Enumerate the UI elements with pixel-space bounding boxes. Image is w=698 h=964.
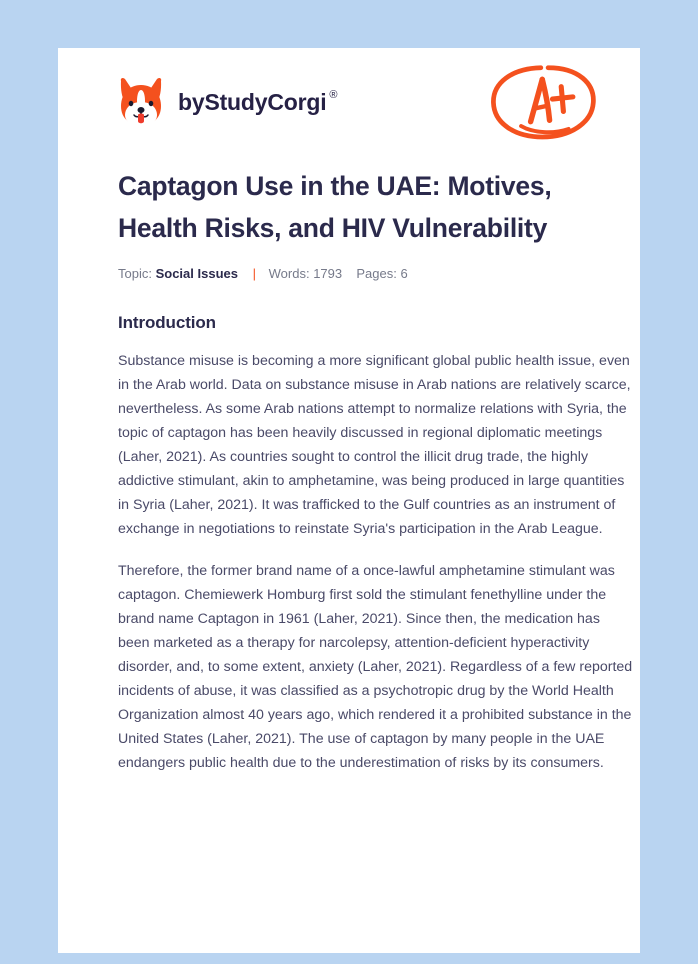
brand-prefix: by — [178, 88, 205, 115]
registered-trademark-icon: ® — [329, 88, 338, 101]
words-value: 1793 — [313, 265, 343, 281]
corgi-head-icon — [118, 77, 164, 127]
a-plus-badge-icon — [488, 59, 598, 145]
document-paper — [58, 48, 640, 953]
pages-value: 6 — [400, 265, 408, 281]
pages-label: Pages: — [356, 265, 397, 281]
brand-name: StudyCorgi — [204, 88, 327, 115]
brand-wordmark — [178, 89, 337, 116]
meta-separator: | — [252, 265, 256, 281]
body-paragraph: Therefore, the former brand name of a once-lawful amphetamine stimulant was captagon. Chemiewerk Homburg first sold the stimulant fenethylline under the brand name Captagon in 1961 (Laher, 2021). Since then, the medication has been marketed as a therapy for narcolepsy, attention-deficient hyperactivity disorder, and, to some extent, anxiety (Laher, 2021). Regardless of a few reported incidents of abuse, it was classified as a psychotropic drug by the World Health Organization almost 40 years ago, which rendered it a prohibited substance in the United States (Laher, 2021). The use of captagon by many people in the UAE endangers public health due to the underestimation of risks by its consumers. — [118, 562, 633, 771]
body-paragraph: Substance misuse is becoming a more significant global public health issue, even in the Arab world. Data on substance misuse in Arab nations are relatively scarce, nevertheless. As some Arab nations attempt to normalize relations with Syria, the topic of captagon has been heavily discussed in regional diplomatic meetings (Laher, 2021). As countries sought to control the illicit drug trade, the highly addictive stimulant, akin to amphetamine, was being produced in large quantities in Syria (Laher, 2021). It was trafficked to the Gulf countries as an instrument of exchange in negotiations to reinstate Syria's participation in the Arab League. — [118, 352, 631, 537]
document-body — [118, 166, 634, 775]
document-header — [58, 48, 640, 156]
topic-label: Topic: — [118, 265, 152, 281]
document-metadata — [118, 266, 634, 283]
section-heading-introduction: Introduction — [118, 312, 216, 332]
brand-logo-group[interactable] — [118, 77, 337, 127]
page-title: Captagon Use in the UAE: Motives, Health Risks, and HIV Vulnerability — [118, 171, 552, 243]
topic-value[interactable]: Social Issues — [155, 265, 238, 281]
words-label: Words: — [268, 265, 310, 281]
